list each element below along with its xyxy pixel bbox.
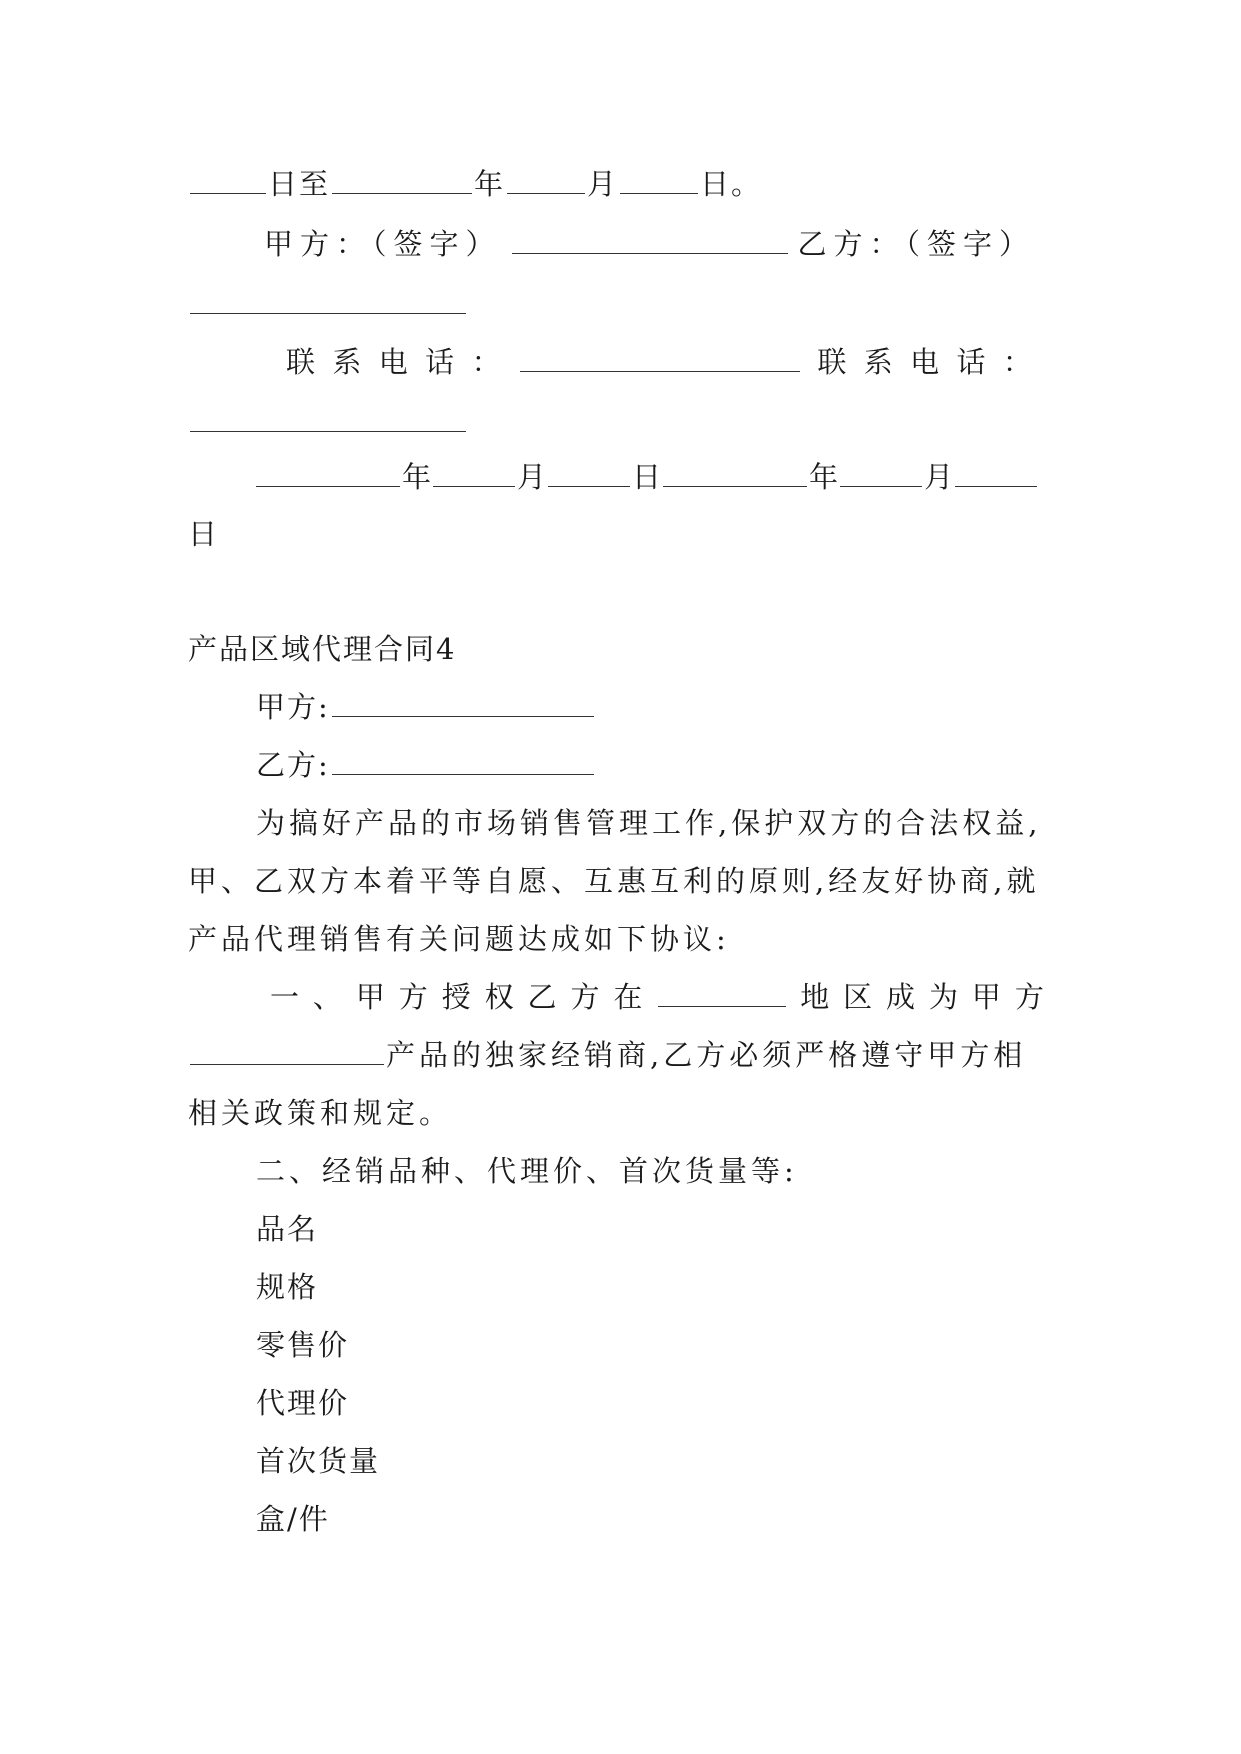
clause-1-line-3 [188, 1095, 452, 1131]
date-text-day: 日。 [700, 167, 763, 201]
clause-char: 、 [312, 980, 344, 1014]
clause-char: 为 [928, 980, 960, 1014]
date-month-label: 月 [517, 460, 547, 494]
party-b-sign-label: 乙方：（签字） [797, 227, 1036, 261]
date-blank [256, 460, 400, 487]
field-first-quantity [256, 1443, 380, 1479]
field-agent-price [256, 1385, 349, 1421]
phone-char: 联 [286, 345, 318, 379]
day-blank [190, 167, 266, 194]
phone-line [286, 344, 1034, 380]
phone-char: 系 [332, 345, 364, 379]
date-month-label: 月 [924, 460, 954, 494]
signing-date-line [254, 459, 1039, 495]
phone-char: 话 [956, 345, 988, 379]
field-spec [256, 1269, 318, 1305]
party-b-blank [332, 748, 594, 775]
party-b-phone-blank [190, 405, 466, 432]
date-trailing-day: 日 [188, 517, 220, 551]
party-a-sign-blank [512, 227, 788, 254]
product-blank [190, 1038, 384, 1065]
clause-char: 在 [613, 980, 645, 1014]
clause-char: 甲 [971, 980, 1003, 1014]
date-day-label: 日 [632, 460, 662, 494]
date-text-ri-zhi: 日至 [268, 167, 331, 201]
trailing-day-line [188, 516, 219, 552]
phone-char: ： [471, 345, 503, 379]
field-label: 规格 [256, 1270, 319, 1304]
day-blank-2 [620, 167, 698, 194]
clause-text: 相关政策和规定。 [188, 1096, 453, 1130]
phone-char: 电 [378, 345, 410, 379]
clause-1-line-1 [270, 979, 1046, 1015]
phone-char: 联 [817, 345, 849, 379]
party-a-line [256, 689, 596, 725]
party-b-label: 乙方: [256, 748, 330, 782]
date-range-line [188, 166, 762, 202]
clause-char: 授 [441, 980, 473, 1014]
field-retail-price [256, 1327, 349, 1363]
field-label: 代理价 [256, 1386, 350, 1420]
contract-title-text: 产品区域代理合同4 [188, 632, 457, 666]
clause-1-line-2 [188, 1037, 1026, 1073]
party-a-label: 甲方: [256, 690, 330, 724]
date-text-month: 月 [587, 167, 619, 201]
clause-char: 权 [484, 980, 516, 1014]
date-blank [548, 460, 630, 487]
party-a-sign-label: 甲方：（签字） [264, 227, 502, 261]
clause-char: 成 [886, 980, 918, 1014]
clause-char: 乙 [527, 980, 559, 1014]
intro-text: 产品代理销售有关问题达成如下协议: [188, 922, 730, 956]
clause-char: 方 [1014, 980, 1046, 1014]
intro-line-3 [188, 921, 730, 957]
party-a-phone-blank [520, 345, 800, 372]
party-b-line [256, 747, 596, 783]
phone-char: 话 [425, 345, 457, 379]
intro-text: 为搞好产品的市场销售管理工作,保护双方的合法权益, [256, 806, 1042, 840]
region-blank [658, 980, 786, 1007]
clause-char: 地 [800, 980, 832, 1014]
field-label: 零售价 [256, 1328, 350, 1362]
party-b-sign-blank [190, 287, 466, 314]
party-a-blank [332, 690, 594, 717]
intro-line-2 [188, 863, 1039, 899]
clause-char: 区 [843, 980, 875, 1014]
clause-2 [256, 1153, 798, 1189]
phone-char: ： [1002, 345, 1034, 379]
date-year-label: 年 [809, 460, 839, 494]
clause-text: 产品的独家经销商,乙方必须严格遵守甲方相 [386, 1038, 1027, 1072]
field-label: 首次货量 [256, 1444, 381, 1478]
date-blank [663, 460, 807, 487]
phone-char: 电 [910, 345, 942, 379]
date-blank [840, 460, 922, 487]
year-blank [332, 167, 472, 194]
field-label: 品名 [256, 1212, 319, 1246]
signature-line [264, 226, 1035, 262]
date-blank [955, 460, 1037, 487]
month-blank [507, 167, 585, 194]
party-b-sign-blank-line [188, 286, 468, 322]
field-product-name [256, 1211, 318, 1247]
intro-line-1 [256, 805, 1041, 841]
clause-char: 甲 [355, 980, 387, 1014]
contract-title [188, 631, 456, 667]
clause-char: 方 [398, 980, 430, 1014]
phone-char: 系 [863, 345, 895, 379]
field-unit [256, 1501, 330, 1537]
clause-2-text: 二、经销品种、代理价、首次货量等: [256, 1154, 798, 1188]
intro-text: 甲、乙双方本着平等自愿、互惠互利的原则,经友好协商,就 [188, 864, 1040, 898]
field-label: 盒/件 [256, 1502, 330, 1536]
clause-char: 方 [570, 980, 602, 1014]
date-year-label: 年 [402, 460, 432, 494]
date-text-year: 年 [474, 167, 506, 201]
party-b-phone-blank-line [188, 404, 468, 440]
date-blank [433, 460, 515, 487]
clause-char: 一 [270, 980, 302, 1014]
